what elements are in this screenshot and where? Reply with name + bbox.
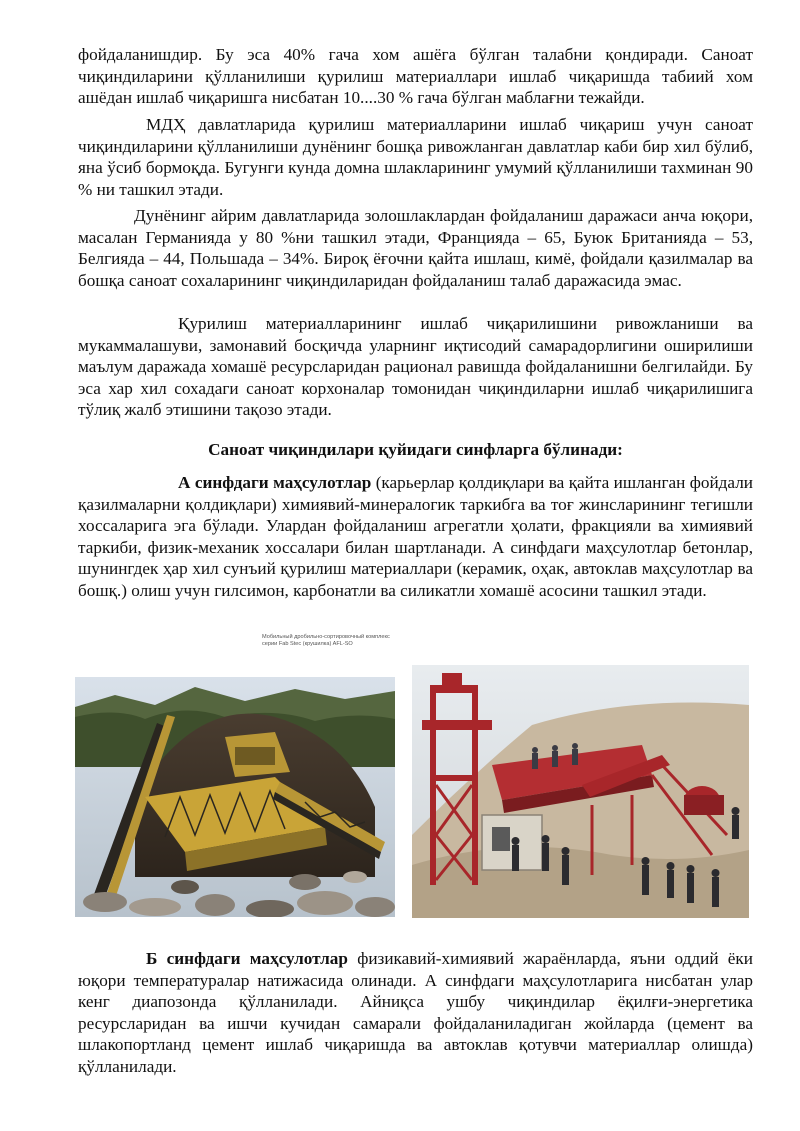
section-heading: Саноат чиқиндилари қуйидаги синфларга бўлинади: xyxy=(208,440,623,459)
screening-plant-photo xyxy=(412,665,749,918)
class-b-text: физикавий-химиявий жараёнларда, яъни оддий ёки юқори температуралар натижасида олинади. А синфдаги маҳсулотларига нисбатан улар кенг диапозонда қўлланилади. Айниқса ушбу чиқиндилар ёқилғи-энергетика ресурсларидан ва ишчи кучидан самарали фойдаланиладиган жойларда (цемент ва шлакопортланд цемент ишлаб чиқаришда ва автоклав қотувчи материаллар олишда) қўлланилади. xyxy=(78,949,753,1076)
crusher-photo-image xyxy=(75,677,395,917)
paragraph-class-b xyxy=(78,948,753,1078)
class-a-text: (карьерлар қолдиқлари ва қайта ишланган фойдали қазилмаларни қолдиқлари) химиявий-минералогик таркибга ва тоғ жинсларининг тегишли хоссаларига эга бўлади. Улардан фойдаланиш агрегатли ҳолати, фракцияли ва химиявий таркиби, физик-механик хоссалари билан шартланади. А синфдаги маҳсулотлар бетонлар, шунингдек ҳар хил сунъий қурилиш материаллари (керамик, оҳак, автоклав маҳсулотлар ва бошқ.) олиш учун гилсимон, карбонатли ва силикатли хомашё асосини ташкил этади. xyxy=(78,473,753,600)
paragraph-world-countries: Дунёнинг айрим давлатларида золошлаклардан фойдаланиш даражаси анча юқори, масалан Германияда у 80 %ни ташкил этади, Францияда – 65, Буюк Британияда – 53, Белгияда – 44, Польшада – 34%. Бироқ ёғочни қайта ишлаш, кимё, фойдали қазилмалар ва бошқа саноат сохаларининг чиқиндиларидан фойдаланиш талаб даражасида эмас. xyxy=(78,206,753,290)
paragraph-intro: фойдаланишдир. Бу эса 40% гача хом ашёга бўлган талабни қондиради. Саноат чиқиндиларини қўлланилиши қурилиш материаллари ишлаб чиқаришда табиий хом ашёдан ишлаб чиқаришга нисбатан 10....30 % гача бўлган маблағни тежайди. xyxy=(78,45,753,108)
paragraph-cis-countries: МДҲ давлатларида қурилиш материалларини ишлаб чиқариш учун саноат чиқиндиларини қўлланилиши дунёнинг бошқа ривожланган давлатлар каби бир хил бўлиб, яна ўсиб бормоқда. Бугунги кунда домна шлакларининг умумий қўлланилиши тахминан 90 % ни ташкил этади. xyxy=(78,115,753,199)
photo-caption: Мобильный дробильно-сортировочный комплекс серии Fab Stec (крушилка) AFL-SO xyxy=(262,634,390,647)
class-b-title: Б синфдаги маҳсулотлар xyxy=(146,949,348,968)
paragraph-class-a xyxy=(78,472,753,602)
class-a-title: А синфдаги маҳсулотлар xyxy=(178,473,372,492)
crusher-photo xyxy=(75,677,395,917)
screening-plant-photo-image xyxy=(412,665,749,918)
paragraph-development: Қурилиш материалларининг ишлаб чиқарилишини ривожланиши ва мукаммалашуви, замонавий босқичда уларнинг иқтисодий самарадорлигини оширилиши маълум даражада хомашё ресурсларидан рационал равишда фойдаланишни белгилайди. Бу эса хар хил сохадаги саноат корхоналар томонидан чиқиндиларни ишлаб чиқарилишига тўлиқ жалб этишини тақозо этади. xyxy=(78,314,753,420)
